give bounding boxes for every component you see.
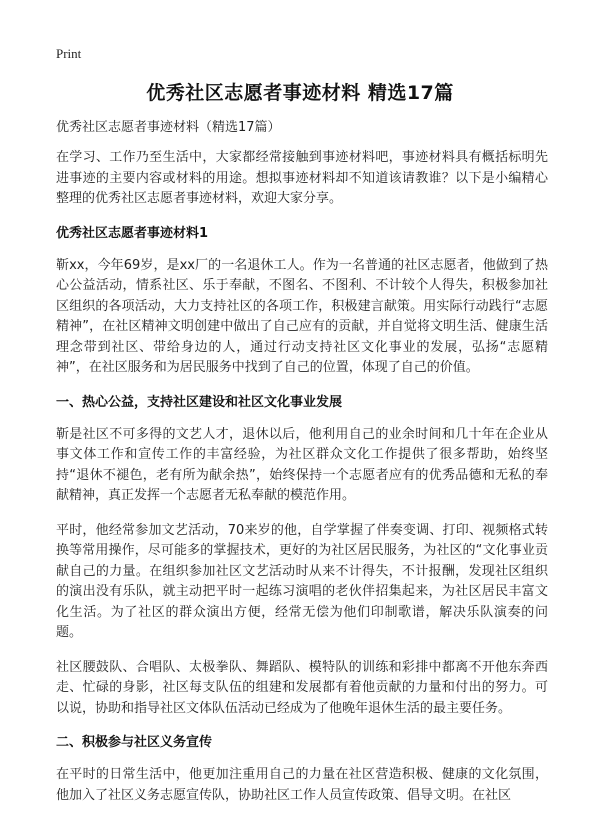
body-paragraph: 社区腰鼓队、合唱队、太极拳队、舞蹈队、模特队的训练和彩排中都离不开他东奔西走、忙碌的身影，社区每支队伍的组建和发展都有着他贡献的力量和付出的努力。可以说，协助和指导社区文体队伍活动已经成为了他晚年退休生活的最主要任务。 <box>56 659 548 716</box>
body-paragraph: 靳xx，今年69岁，是xx厂的一名退休工人。作为一名普通的社区志愿者，他做到了热心公益活动，情系社区、乐于奉献，不图名、不图利、不计较个人得失，积极参加社区组织的各项活动，大力支持社区的各项工作，积极建言献策。用实际行动践行“志愿精神”，在社区精神文明创建中做出了自己应有的贡献，并自觉将文明生活、健康生活理念带到社区、带给身边的人，通过行动支持社区文化事业的发展，弘扬“志愿精神”，在社区服务和为居民服务中找到了自己的位置，体现了自己的价值。 <box>56 257 548 375</box>
section-heading: 一、热心公益，支持社区建设和社区文化事业发展 <box>56 394 343 410</box>
body-paragraph: 在平时的日常生活中，他更加注重用自己的力量在社区营造积极、健康的文化氛围，他加入了社区义务志愿宣传队，协助社区工作人员宣传政策、倡导文明。在社区 <box>56 767 548 803</box>
print-link[interactable]: Print <box>56 46 82 61</box>
section-title: 优秀社区志愿者事迹材料1 <box>56 225 209 241</box>
intro-paragraph: 在学习、工作乃至生活中，大家都经常接触到事迹材料吧，事迹材料具有概括标明先进事迹的主要内容或材料的用途。想拟事迹材料却不知道该请教谁？以下是小编精心整理的优秀社区志愿者事迹材料，欢迎大家分享。 <box>56 150 548 206</box>
body-paragraph: 靳是社区不可多得的文艺人才，退休以后，他利用自己的业余时间和几十年在企业从事文体工作和宣传工作的丰富经验，为社区群众文化工作提供了很多帮助，始终坚持“退休不褪色，老有所为献余热”，始终保持一个志愿者应有的优秀品德和无私的奉献精神，真正发挥一个志愿者无私奉献的模范作用。 <box>56 426 548 503</box>
body-paragraph: 平时，他经常参加文艺活动，70来岁的他，自学掌握了伴奏变调、打印、视频格式转换等常用操作，尽可能多的掌握技术，更好的为社区居民服务，为社区的“文化事业贡献自己的力量。在组织参加社区文艺活动时从来不计得失，不计报酬，发现社区组织的演出没有乐队，就主动把平时一起练习演唱的老伙伴招集起来，为社区居民丰富文化生活。为了社区的群众演出方便，经常无偿为他们印制歌谱，解决乐队演奏的问题。 <box>56 522 548 640</box>
page-title: 优秀社区志愿者事迹材料 精选17篇 <box>146 82 454 104</box>
section-heading: 二、积极参与社区义务宣传 <box>56 735 213 750</box>
document-subtitle: 优秀社区志愿者事迹材料（精选17篇） <box>56 120 281 135</box>
document-body <box>56 118 548 820</box>
